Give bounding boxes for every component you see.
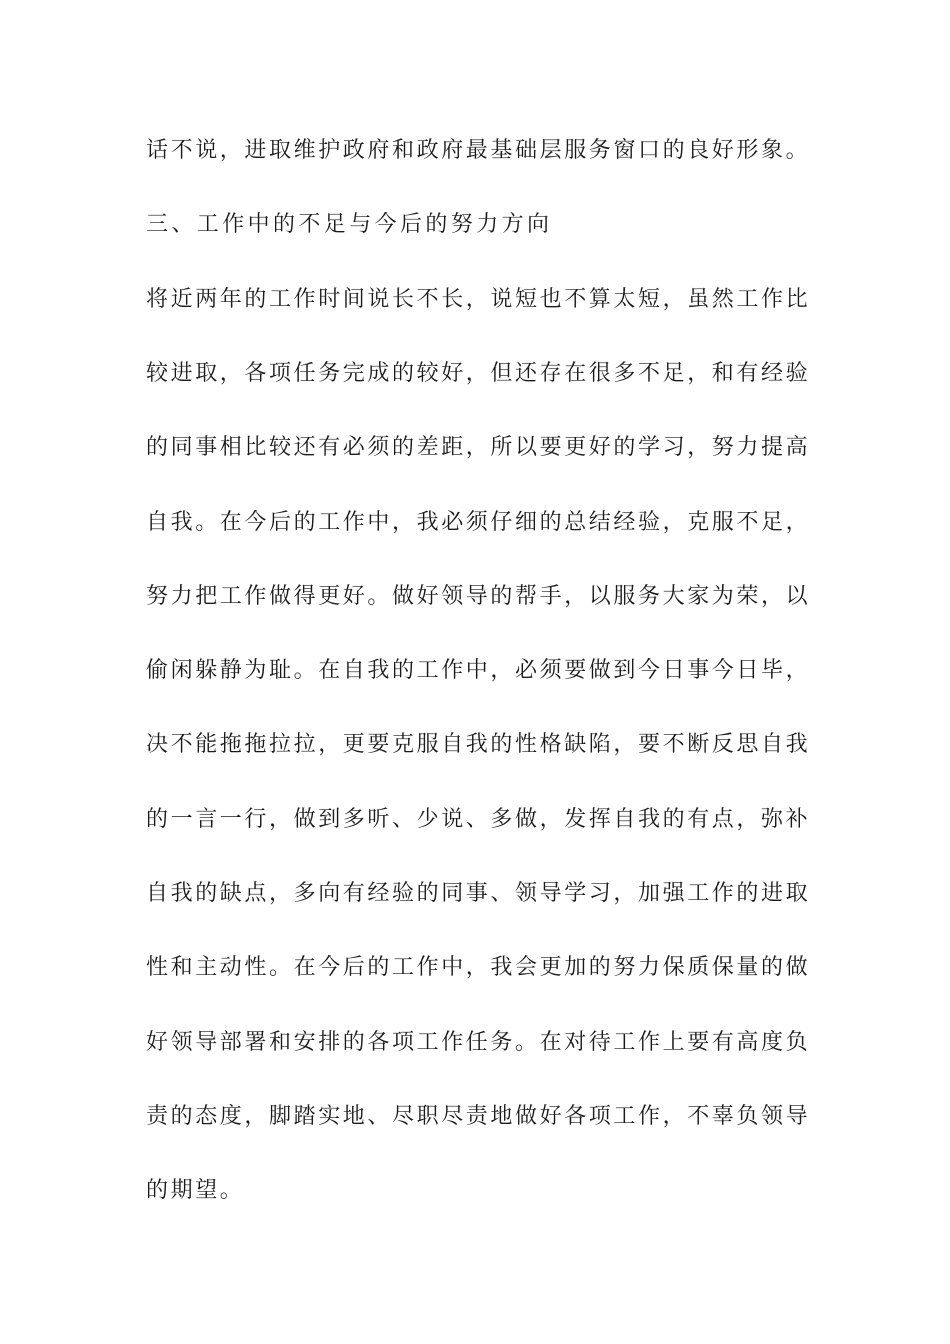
paragraph-line: 责的态度，脚踏实地、尽职尽责地做好各项工作，不辜负领导 [146,1104,811,1129]
paragraph-line: 决不能拖拖拉拉，更要克服自我的性格缺陷，要不断反思自我 [146,732,811,757]
paragraph-line: 的一言一行，做到多听、少说、多做，发挥自我的有点，弥补 [146,807,811,832]
paragraph-line: 性和主动性。在今后的工作中，我会更加的努力保质保量的做 [146,955,811,980]
section-heading: 三、工作中的不足与今后的努力方向 [146,212,553,237]
paragraph-line: 较进取，各项任务完成的较好，但还存在很多不足，和有经验 [146,361,811,386]
paragraph-line: 自我。在今后的工作中，我必须仔细的总结经验，克服不足， [146,510,811,535]
paragraph-line: 的期望。 [146,1178,245,1203]
paragraph-line: 偷闲躲静为耻。在自我的工作中，必须要做到今日事今日毕， [146,658,811,683]
paragraph-line: 的同事相比较还有必须的差距，所以要更好的学习，努力提高 [146,435,811,460]
paragraph-line: 自我的缺点，多向有经验的同事、领导学习，加强工作的进取 [146,881,811,906]
paragraph-line: 将近两年的工作时间说长不长，说短也不算太短，虽然工作比 [146,287,811,312]
paragraph-line: 好领导部署和安排的各项工作任务。在对待工作上要有高度负 [146,1030,811,1055]
paragraph-line: 话不说，进取维护政府和政府最基础层服务窗口的良好形象。 [146,138,811,163]
paragraph-line: 努力把工作做得更好。做好领导的帮手，以服务大家为荣，以 [146,584,811,609]
